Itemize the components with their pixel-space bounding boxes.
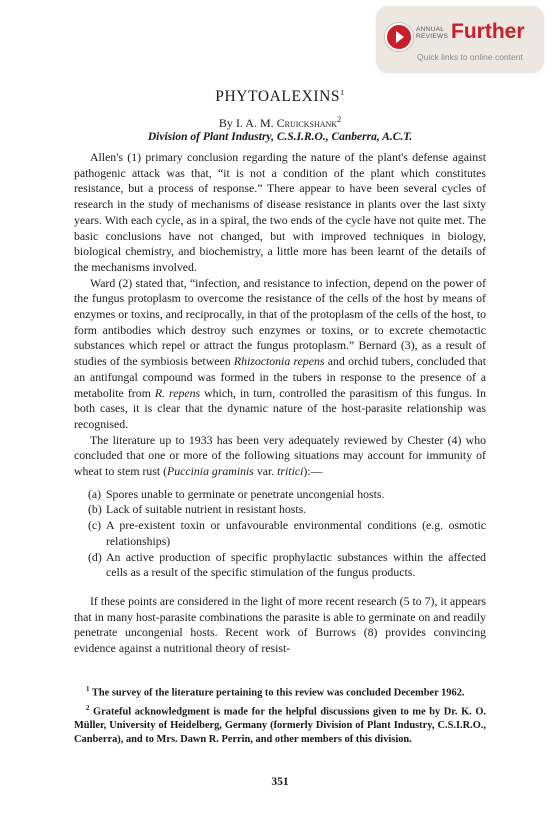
taxon-name: Puccinia graminis <box>167 464 254 479</box>
list-item: (d) An active production of specific prophylactic substances within the affected cells as a result of the specific stimulation of the fungus products. <box>88 549 486 580</box>
badge-subtitle: Quick links to online content <box>417 52 523 62</box>
affiliation: Division of Plant Industry, C.S.I.R.O., Canberra, A.C.T. <box>147 131 413 143</box>
further-badge[interactable] <box>376 6 544 72</box>
paragraph-3: The literature up to 1933 has been very adequately reviewed by Chester (4) who concluded that one or more of the following situations may account for immunity of wheat to stem rust (Puccinia graminis var. tritici):— <box>74 432 486 479</box>
author-name: I. A. M. Cruickshank <box>235 116 338 130</box>
situations-list <box>74 487 486 581</box>
article-body <box>74 150 486 657</box>
paragraph-4: If these points are considered in the light of more recent research (5 to 7), it appears that in many host-parasite combinations the parasite is able to germinate on and readily penetrate uncongenial hosts. Recent work of Burrows (8) provides convincing evidence against a nutritional theory of resist- <box>74 593 486 656</box>
paragraph-2: Ward (2) stated that, “infection, and resistance to infection, depend on the power of the fungus protoplasm to overcome the resistance of the cells of the host by means of enzymes or toxins, and reciprocally, in that of the protoplasm of the cells of the host, to form antibodies which destroy such enzymes or toxins, or to excrete chemotactic substances which repel or attract the fungus protoplasm.” Bernard (3), as a result of studies of the symbiosis between Rhizoctonia repens and orchid tubers, concluded that an antifungal compound was formed in the tubers in response to the presence of a metabolite from R. repens which, in turn, controlled the parasitism of this fungus. In both cases, it is clear that the dynamic nature of the host-parasite relationship was recognised. <box>74 275 487 431</box>
paragraph-1: Allen's (1) primary conclusion regarding the nature of the plant's defense against pathogenic attack was that, “it is not a condition of the plant which constitutes resistance, but a process of response.” There appear to have been several cycles of research in the study of mechanisms of disease resistance in plants over the last sixty years. With each cycle, as in a spiral, the two ends of the cycle have not quite met. The basic conclusions have not changed, but with improved techniques in biology, biological chemistry, and biochemistry, a little more has been learnt of the details of the mechanisms involved. <box>74 150 486 274</box>
list-item: (a) Spores unable to germinate or penetrate uncongenial hosts. <box>88 486 385 501</box>
article-title: PHYTOALEXINS$^1$ <box>215 88 345 106</box>
taxon-name: Rhizoctonia repens <box>233 354 325 369</box>
taxon-name: tritici <box>277 464 304 479</box>
title-footnote-mark: 1 <box>340 88 345 97</box>
footnote: $^1$ The survey of the literature pertaining to this review was concluded December 1962. <box>86 685 465 699</box>
page-number: 351 <box>271 776 289 788</box>
author-footnote-mark: 2 <box>337 115 342 124</box>
play-circle-icon <box>385 23 413 51</box>
list-item: (c) A pre-existent toxin or unfavourable environmental conditions (e.g. osmotic relationships) <box>88 518 486 548</box>
taxon-name: R. repens <box>154 385 201 400</box>
footnote: $^2$ Grateful acknowledgment is made for the helpful discussions given to me by Dr. K. O. Müller, University of Heidelberg, Germany (formerly Division of Plant Industry, C.S.I.R.O., Canberra), and to Mrs. Dawn R. Perrin, and other members of this division. <box>74 704 486 745</box>
byline: By I. A. M. Cruickshank$^2$ <box>218 115 342 130</box>
list-item: (b) Lack of suitable nutrient in resistant hosts. <box>88 502 307 517</box>
badge-brand: Further <box>451 20 525 43</box>
publisher-name: ANNUAL REVIEWS <box>416 26 449 40</box>
footnotes <box>74 683 486 748</box>
